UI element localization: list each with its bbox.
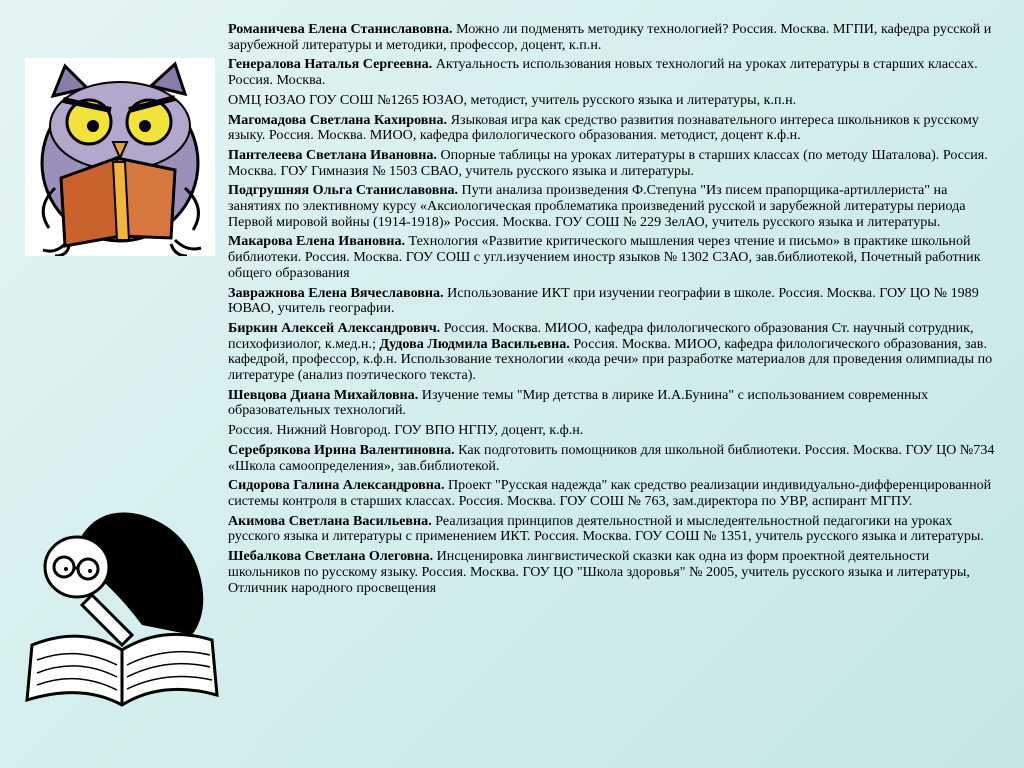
entry-text: Изучение темы "Мир детства в лирике И.А.Бунина" с использованием современных образовательных технологий. (228, 386, 929, 419)
author-name: Подгрушняя Ольга Станиславовна. (228, 182, 459, 199)
person-with-glasses-reading-book-icon (22, 505, 222, 710)
author-name: Шебалкова Светлана Олеговна. (228, 548, 434, 565)
entry-text: Можно ли подменять методику технологией? Россия. Москва. МГПИ, кафедра русской и зарубежной литературы и методики, профессор, доцент, к.п.н. (228, 21, 992, 53)
entry-text: Россия. Москва. МИОО, кафедра филологического образования, зав. кафедрой, профессор, к.ф.н. Использование технологии «кода речи» при разработке материалов для проведения олимпиады по литературе (анализ поэтического текста). (228, 335, 993, 384)
author-name: Магомадова Светлана Кахировна. (228, 111, 448, 128)
entry-text: Пути анализа произведения Ф.Степуна "Из писем прапорщика-артиллериста" на занятиях по элективному курсу «Аксиологическая проблематика произведений русской и зарубежной литературы периода Первой мировой войны (1914-1918)» Россия. Москва. ГОУ СОШ № 229 ЗелАО, учитель русского языка и литературы. (228, 182, 966, 230)
list-item (228, 321, 998, 384)
list-item (228, 148, 998, 179)
entry-text: Технология «Развитие критического мышления через чтение и письмо» в практике школьной библиотеки. Россия. Москва. ГОУ СОШ с угл.изучением иностр языков № 1302 СЗАО, зав.библиотекой, Почетный работник общего образования (228, 233, 981, 281)
entry-text: Россия. Нижний Новгород. ГОУ ВПО НГПУ, доцент, к.ф.н. (228, 422, 584, 439)
entry-text: Инсценировка лингвистической сказки как одна из форм проектной деятельности школьников по русскому языку. Россия. Москва. ГОУ ЦО "Школа здоровья" № 2005, учитель русского языка и литературы, Отличник народного просвещения (228, 548, 970, 596)
list-item (228, 22, 998, 53)
list-item (228, 549, 998, 596)
entry-text: Как подготовить помощников для школьной библиотеки. Россия. Москва. ГОУ ЦО №734 «Школа самоопределения», зав.библиотекой. (228, 441, 995, 474)
second-author-name: Дудова Людмила Васильевна. (379, 335, 570, 352)
author-name: Акимова Светлана Васильевна. (228, 512, 432, 529)
author-name: Генералова Наталья Сергеевна. (228, 56, 433, 73)
list-item (228, 423, 998, 439)
author-list (228, 22, 998, 600)
list-item (228, 183, 998, 230)
list-item (228, 113, 998, 144)
list-item (228, 234, 998, 281)
entry-text: Проект "Русская надежда" как средство реализации индивидуально-дифференцированной системы контроля в старших классах. Россия. Москва. ГОУ СОШ № 763, зам.директора по УВР, аспирант МГПУ. (228, 477, 992, 509)
entry-text: Россия. Москва. МИОО, кафедра филологического образования Ст. научный сотрудник, психофизиолог, к.мед.н.; (228, 319, 974, 352)
list-item (228, 514, 998, 545)
author-name: Биркин Алексей Александрович. (228, 319, 441, 336)
owl-reading-book-icon (25, 58, 215, 256)
entry-text: ОМЦ ЮЗАО ГОУ СОШ №1265 ЮЗАО, методист, учитель русского языка и литературы, к.п.н. (228, 91, 797, 108)
entry-text: Реализация принципов деятельностной и мыследеятельностной педагогики на уроках русского языка и литературы с применением ИКТ. Россия. Москва. ГОУ СОШ № 1351, учитель русского языка и литературы. (228, 512, 984, 545)
author-name: Сидорова Галина Александровна. (228, 477, 445, 494)
entry-text: Актуальность использования новых технологий на уроках литературы в старших классах. Россия. Москва. (228, 56, 978, 89)
list-item (228, 478, 998, 509)
author-name: Макарова Елена Ивановна. (228, 233, 406, 250)
entry-text: Использование ИКТ при изучении географии в школе. Россия. Москва. ГОУ ЦО № 1989 ЮВАО, учитель географии. (228, 284, 979, 317)
entry-text: Опорные таблицы на уроках литературы в старших классах (по методу Шаталова). Россия. Москва. ГОУ Гимназия № 1503 СВАО, учитель русского языка и литературы. (228, 146, 988, 179)
author-name: Шевцова Диана Михайловна. (228, 386, 419, 403)
list-item (228, 93, 998, 109)
list-item (228, 57, 998, 88)
entry-text: Языковая игра как средство развития познавательного интереса школьников к русскому языку. Россия. Москва. МИОО, кафедра филологического образования. методист, доцент к.ф.н. (228, 111, 979, 144)
list-item (228, 443, 998, 474)
list-item (228, 286, 998, 317)
author-name: Пантелеева Светлана Ивановна. (228, 146, 437, 163)
list-item (228, 388, 998, 419)
author-name: Романичева Елена Станиславовна. (228, 21, 453, 37)
author-name: Завражнова Елена Вячеславовна. (228, 284, 444, 301)
author-name: Серебрякова Ирина Валентиновна. (228, 441, 455, 458)
